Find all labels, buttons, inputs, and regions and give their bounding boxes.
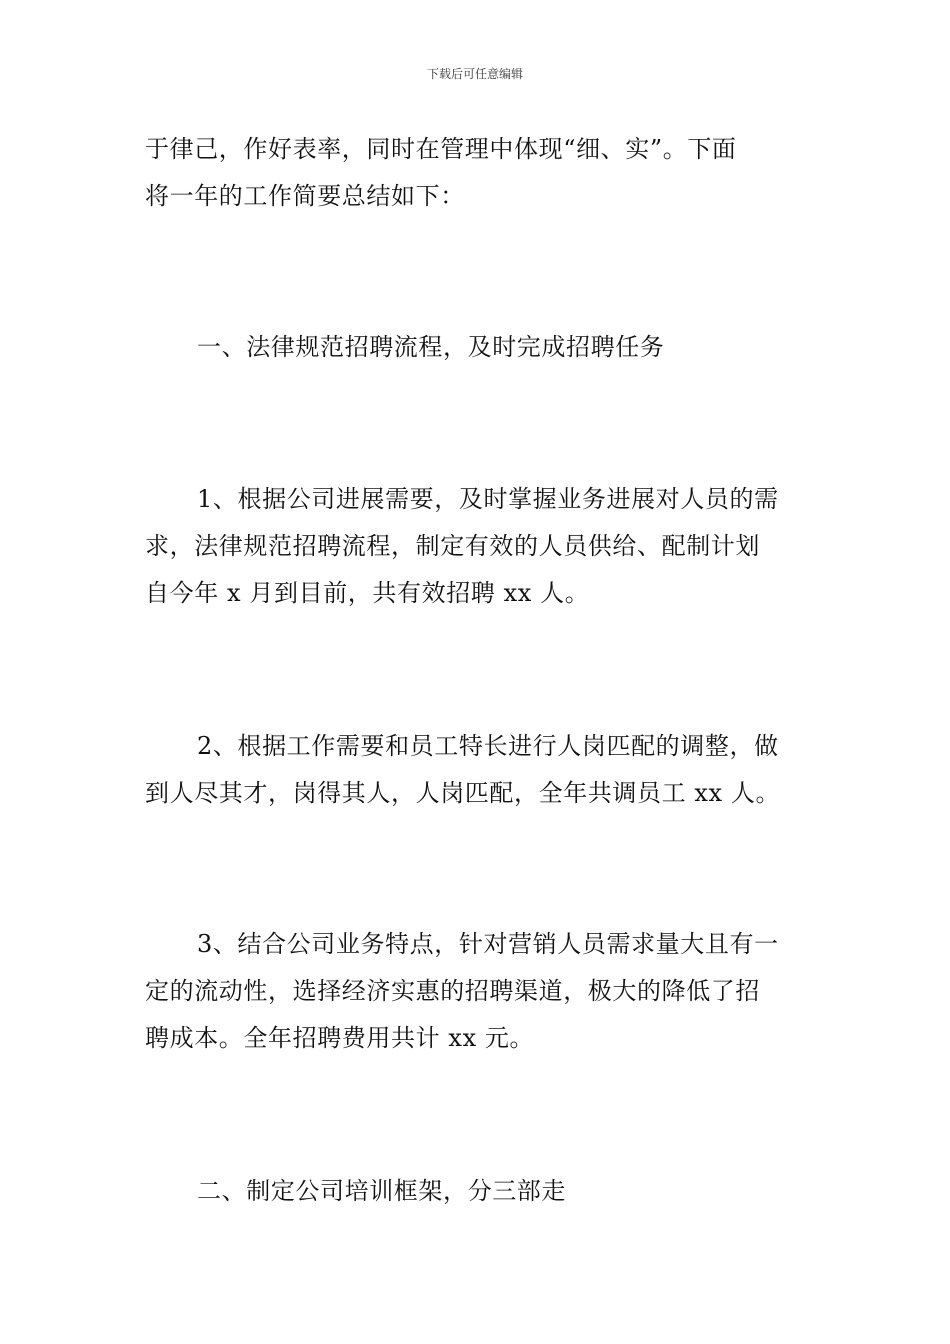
section-heading-training (145, 1168, 807, 1215)
text-line: 自今年 x 月到目前，共有效招聘 xx 人。 (145, 579, 590, 607)
section-heading-recruitment (145, 324, 807, 371)
text-line: 于律己，作好表率，同时在管理中体现“细、实”。下面 (145, 135, 737, 163)
text-line: 一、法律规范招聘流程，及时完成招聘任务 (197, 333, 665, 361)
text-line: 2、根据工作需要和员工特长进行人岗匹配的调整，做 (197, 732, 779, 760)
paragraph-item-1 (145, 476, 807, 617)
text-line: 二、制定公司培训框架，分三部走 (197, 1177, 566, 1205)
paragraph-intro-continuation (145, 126, 807, 220)
text-line: 1、根据公司进展需要，及时掌握业务进展对人员的需 (197, 485, 779, 513)
page-header: 下载后可任意编辑 (426, 67, 523, 81)
text-line: 到人尽其才，岗得其人，人岗匹配，全年共调员工 xx 人。 (145, 779, 781, 807)
text-line: 聘成本。全年招聘费用共计 xx 元。 (145, 1024, 535, 1052)
text-line: 将一年的工作简要总结如下： (145, 182, 465, 210)
text-line: 定的流动性，选择经济实惠的招聘渠道，极大的降低了招 (145, 977, 760, 1005)
text-line: 3、结合公司业务特点，针对营销人员需求量大且有一 (197, 930, 779, 958)
paragraph-item-2 (145, 723, 807, 817)
paragraph-item-3 (145, 921, 807, 1062)
text-line: 求，法律规范招聘流程，制定有效的人员供给、配制计划 (145, 532, 760, 560)
